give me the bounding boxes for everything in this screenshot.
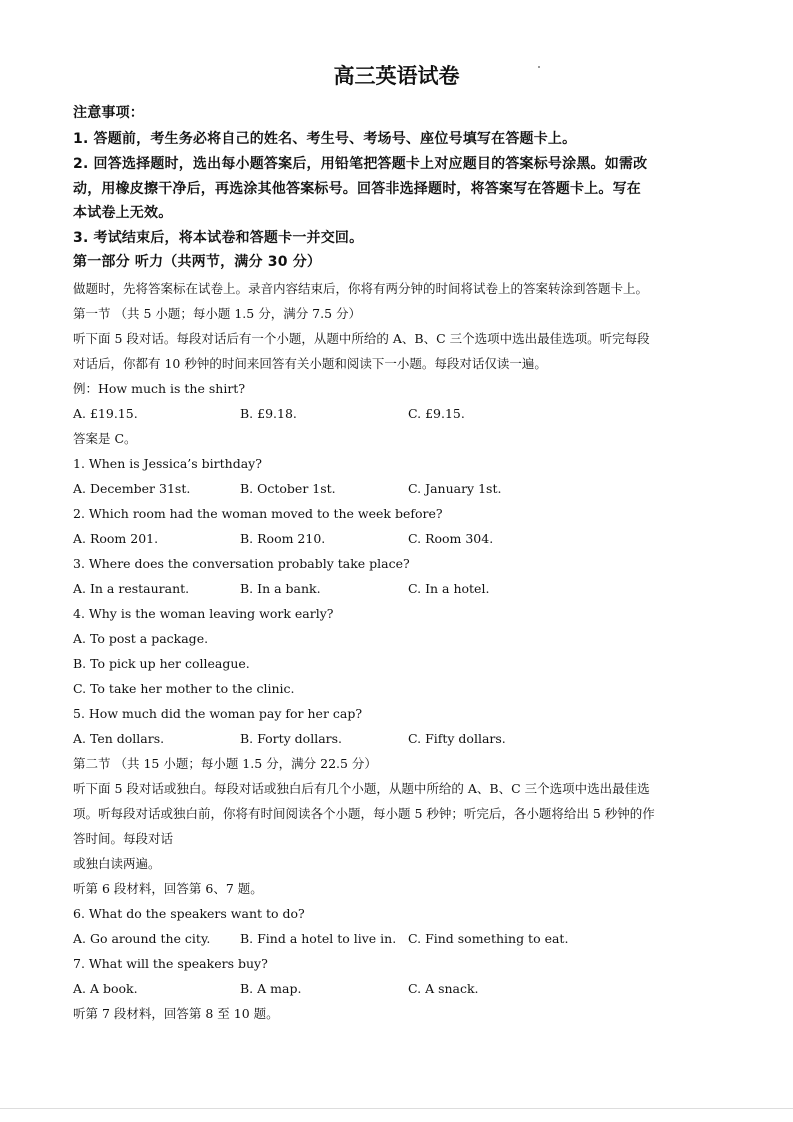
part1-heading: 第一部分 听力（共两节，满分 30 分） <box>73 254 322 270</box>
q3-option-c: C. In a hotel. <box>408 581 490 596</box>
q5-option-a: A. Ten dollars. <box>73 731 165 746</box>
q6-option-b: B. Find a hotel to live in. <box>240 931 397 946</box>
q7-option-b: B. A map. <box>240 981 302 996</box>
q1-option-a: A. December 31st. <box>73 481 191 496</box>
example-question: 例：How much is the shirt? <box>73 381 246 396</box>
question-4: 4. Why is the woman leaving work early? <box>73 606 334 621</box>
section1-instructions-line-2: 对话后，你都有 10 秒钟的时间来回答有关小题和阅读下一小题。每段对话仅读一遍。 <box>73 356 547 371</box>
q1-option-b: B. October 1st. <box>240 481 336 496</box>
example-option-a: A. £19.15. <box>73 406 138 421</box>
q4-option-c: C. To take her mother to the clinic. <box>73 681 295 696</box>
q4-option-b: B. To pick up her colleague. <box>73 656 250 671</box>
q2-option-a: A. Room 201. <box>73 531 159 546</box>
example-answer: 答案是 C。 <box>73 431 137 446</box>
note-3: 3. 考试结束后，将本试卷和答题卡一并交回。 <box>73 230 364 246</box>
q5-option-c: C. Fifty dollars. <box>408 731 506 746</box>
note-2-line-2: 动，用橡皮擦干净后，再选涂其他答案标号。回答非选择题时，将答案写在答题卡上。写在 <box>73 181 641 197</box>
question-2: 2. Which room had the woman moved to the week before? <box>73 506 443 521</box>
material-6-note: 听第 6 段材料，回答第 6、7 题。 <box>73 881 263 896</box>
material-7-note: 听第 7 段材料，回答第 8 至 10 题。 <box>73 1006 279 1021</box>
section1-heading: 第一节 （共 5 小题；每小题 1.5 分，满分 7.5 分） <box>73 306 362 321</box>
note-2-line-1: 2. 回答选择题时，选出每小题答案后，用铅笔把答题卡上对应题目的答案标号涂黑。如需改 <box>73 156 648 172</box>
q4-option-a: A. To post a package. <box>73 631 209 646</box>
notes-heading: 注意事项： <box>73 105 144 121</box>
q3-option-a: A. In a restaurant. <box>73 581 190 596</box>
q7-option-c: C. A snack. <box>408 981 479 996</box>
q6-option-a: A. Go around the city. <box>73 931 211 946</box>
example-option-b: B. £9.18. <box>240 406 297 421</box>
q2-option-b: B. Room 210. <box>240 531 326 546</box>
question-6: 6. What do the speakers want to do? <box>73 906 305 921</box>
q6-option-c: C. Find something to eat. <box>408 931 569 946</box>
example-option-c: C. £9.15. <box>408 406 465 421</box>
page-title: 高三英语试卷 <box>333 64 460 88</box>
q7-option-a: A. A book. <box>73 981 138 996</box>
q2-option-c: C. Room 304. <box>408 531 494 546</box>
question-5: 5. How much did the woman pay for her cap? <box>73 706 363 721</box>
section1-instructions-line-1: 听下面 5 段对话。每段对话后有一个小题，从题中所给的 A、B、C 三个选项中选出最佳选项。听完每段 <box>73 331 650 346</box>
note-1: 1. 答题前，考生务必将自己的姓名、考生号、考场号、座位号填写在答题卡上。 <box>73 131 577 147</box>
section2-instructions-line-2: 项。听每段对话或独白前，你将有时间阅读各个小题，每小题 5 秒钟；听完后，各小题将给出 5 秒钟的作 <box>73 806 655 821</box>
q3-option-b: B. In a bank. <box>240 581 321 596</box>
section2-heading: 第二节 （共 15 小题；每小题 1.5 分，满分 22.5 分） <box>73 756 377 771</box>
q5-option-b: B. Forty dollars. <box>240 731 343 746</box>
q1-option-c: C. January 1st. <box>408 481 502 496</box>
note-2-line-3: 本试卷上无效。 <box>73 205 173 221</box>
part1-intro: 做题时，先将答案标在试卷上。录音内容结束后，你将有两分钟的时间将试卷上的答案转涂到答题卡上。 <box>73 281 649 296</box>
question-7: 7. What will the speakers buy? <box>73 956 268 971</box>
section2-instructions-line-3: 答时间。每段对话 <box>73 831 174 846</box>
question-3: 3. Where does the conversation probably take place? <box>73 556 410 571</box>
page-bottom-rule <box>0 1108 793 1109</box>
section2-instructions-line-4: 或独白读两遍。 <box>73 856 161 871</box>
question-1: 1. When is Jessica’s birthday? <box>73 456 262 471</box>
section2-instructions-line-1: 听下面 5 段对话或独白。每段对话或独白后有几个小题，从题中所给的 A、B、C 三个选项中选出最佳选 <box>73 781 650 796</box>
